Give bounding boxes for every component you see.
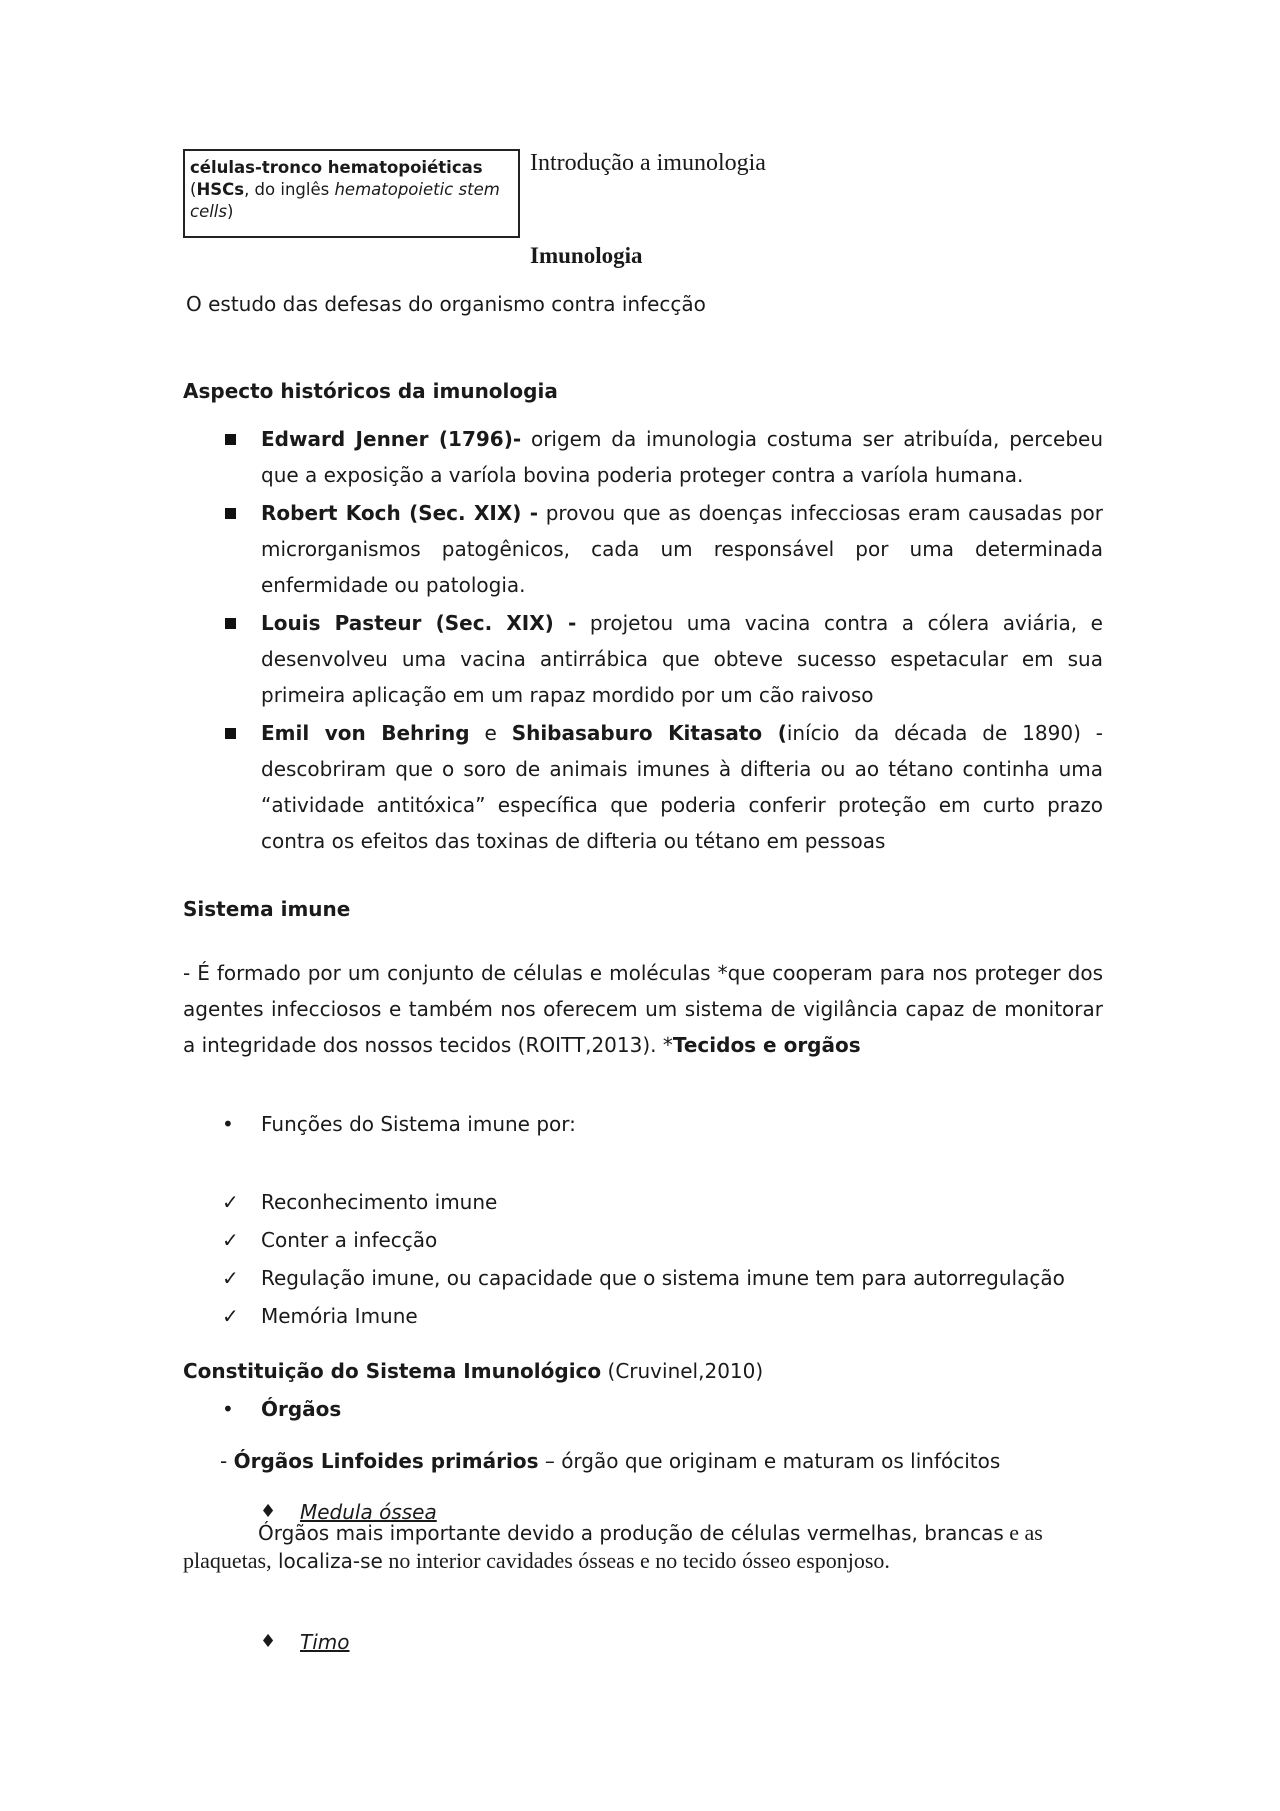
note-close: ) (227, 202, 234, 221)
constitution-heading-line (183, 1353, 763, 1389)
constitution-heading: Constituição do Sistema Imunológico (183, 1359, 602, 1383)
black-square-icon (225, 508, 236, 519)
functions-block (183, 1106, 1083, 1142)
list-item (183, 495, 1103, 603)
check-icon: ✓ (222, 1266, 239, 1290)
function-text: Memória Imune (261, 1304, 418, 1328)
functions-label: Funções do Sistema imune por: (261, 1112, 576, 1136)
note-box (183, 149, 520, 238)
item-text: provou que as doenças infecciosas eram causadas por microrganismos patogênicos, cada um responsável por uma determinada enfermidade ou patologia. (261, 501, 1103, 597)
document-header: Introdução a imunologia (530, 150, 766, 176)
primary-organs-text: – órgão que originam e maturam os linfócitos (538, 1449, 1001, 1473)
item-name: Robert Koch (Sec. XIX) - (261, 501, 538, 525)
note-english: hematopoietic stem cells (190, 180, 500, 221)
history-heading: Aspecto históricos da imunologia (183, 379, 558, 403)
diamond-icon: ♦ (260, 1631, 277, 1652)
item-text: origem da imunologia costuma ser atribuída, percebeu que a exposição a varíola bovina poderia proteger contra a varíola humana. (261, 427, 1103, 487)
list-item (183, 421, 1103, 493)
item-name-2: Shibasaburo Kitasato (511, 721, 763, 745)
check-icon: ✓ (222, 1304, 239, 1328)
item-paren: ( (762, 721, 787, 745)
list-item (183, 715, 1103, 859)
primary-prefix: - (220, 1449, 234, 1473)
item-name: Louis Pasteur (Sec. XIX) - (261, 611, 577, 635)
list-item (183, 1260, 1103, 1298)
list-item (183, 1222, 1103, 1260)
bone-marrow-text: Órgãos mais importante devido a produção de células vermelhas, brancas (258, 1521, 1004, 1545)
list-item (183, 1184, 1103, 1222)
item-name: Emil von Behring (261, 721, 470, 745)
note-abbr-rest: , do inglês (244, 180, 335, 199)
item-text: início da década de 1890) - descobriram que o soro de animais imunes à difteria ou ao tétano continha uma “atividade antitóxica” específica que poderia conferir proteção em curto prazo contra os efeitos das toxinas de difteria ou tétano em pessoas (261, 721, 1104, 853)
history-list (183, 421, 1103, 859)
black-square-icon (225, 728, 236, 739)
bone-marrow-text-serif: e as plaquetas, (183, 1520, 1043, 1573)
item-connector: e (469, 721, 512, 745)
item-name: Edward Jenner (1796)- (261, 427, 522, 451)
check-icon: ✓ (222, 1228, 239, 1252)
page-title: Imunologia (530, 243, 643, 268)
bullet-dot-icon: • (222, 1397, 234, 1421)
diamond-icon: ♦ (260, 1501, 277, 1522)
primary-organs-title: Órgãos Linfoides primários (233, 1449, 539, 1473)
bone-marrow-text-serif-2: no interior cavidades ósseas e no tecido ósseo esponjoso. (382, 1548, 890, 1573)
thymus-title: Timo (300, 1630, 350, 1654)
bone-marrow-text-2: localiza-se (271, 1549, 383, 1573)
primary-organs-line (220, 1443, 1000, 1479)
list-item (183, 1298, 1103, 1336)
function-text: Conter a infecção (261, 1228, 438, 1252)
note-abbr: HSCs (196, 180, 245, 199)
page-subtitle: O estudo das defesas do organismo contra infecção (186, 292, 706, 316)
organs-label: Órgãos (261, 1397, 342, 1421)
black-square-icon (225, 434, 236, 445)
bullet-dot-icon: • (222, 1112, 234, 1136)
list-item (183, 605, 1103, 713)
function-text: Regulação imune, ou capacidade que o sistema imune tem para autorregulação (261, 1266, 1065, 1290)
constitution-citation: (Cruvinel,2010) (601, 1359, 764, 1383)
functions-list (183, 1184, 1103, 1336)
immune-heading: Sistema imune (183, 897, 351, 921)
check-icon: ✓ (222, 1190, 239, 1214)
black-square-icon (225, 618, 236, 629)
thymus-heading (0, 1624, 1280, 1660)
note-abbr-open: ( (190, 180, 197, 199)
bone-marrow-paragraph (183, 1519, 1083, 1575)
organs-block (183, 1391, 1083, 1427)
function-text: Reconhecimento imune (261, 1190, 498, 1214)
immune-paragraph (183, 955, 1103, 1063)
immune-paragraph-bold: Tecidos e orgãos (672, 1033, 861, 1057)
note-term: células-tronco hematopoiéticas (190, 158, 483, 177)
immune-paragraph-text: - É formado por um conjunto de células e moléculas *que cooperam para nos proteger dos agentes infecciosos e também nos oferecem um sistema de vigilância capaz de monitorar a integridade dos nossos tecidos (ROITT,2013). * (183, 961, 1103, 1057)
bone-marrow-title: Medula óssea (300, 1500, 437, 1524)
item-text: projetou uma vacina contra a cólera aviária, e desenvolveu uma vacina antirrábica que obteve sucesso espetacular em sua primeira aplicação em um rapaz mordido por um cão raivoso (261, 611, 1103, 707)
